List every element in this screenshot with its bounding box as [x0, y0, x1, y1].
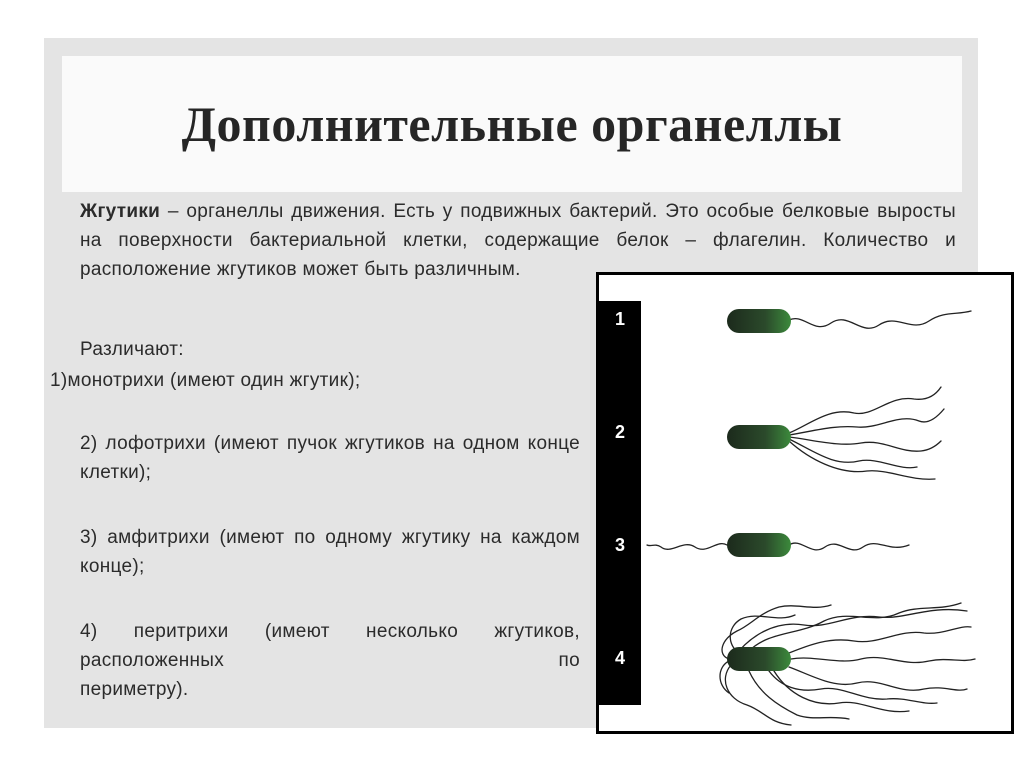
flagella-figure [596, 272, 1014, 734]
type-lophotrichous: 2) лофотрихи (имеют пучок жгутиков на одном конце клетки); [80, 433, 580, 483]
flagellum-lopho-1 [789, 387, 941, 433]
type-peritrichous-line1: 4) перитрихи (имеют несколько жгутиков, расположенных по [80, 621, 580, 671]
type-amphitrichous: 3) амфитрихи (имеют по одному жгутику на каждом конце); [80, 527, 580, 577]
flagellum-peri-2 [749, 603, 961, 651]
slide-title: Дополнительные органеллы [181, 96, 843, 152]
type-monotrichous: 1)монотрихи (имеют один жгутик); [50, 370, 361, 391]
flagellum-lopho-4 [789, 439, 917, 468]
intro-text: – органеллы движения. Есть у подвижных бактерий. Это особые белковые выросты на поверхности бактериальной клетки, содержащие белок – флагелин. Количество и расположение жгутиков может быть различным. [80, 201, 956, 280]
flagellum-peri-8 [725, 665, 791, 725]
intro-term: Жгутики [80, 201, 161, 222]
flagellum-peri-5 [789, 667, 967, 690]
intro-paragraph [80, 197, 956, 284]
figure-label-3: 3 [614, 535, 625, 555]
distinguish-label: Различают: [80, 339, 184, 360]
flagellum-peri-12 [769, 671, 937, 703]
flagellum-peri-4 [791, 657, 975, 662]
flagellum-lopho-3 [789, 437, 941, 451]
type-peritrichous-line2: периметру). [80, 679, 189, 700]
flagellum-amphi-left [647, 544, 727, 550]
type-peritrichous [80, 617, 580, 704]
figure-label-1: 1 [614, 309, 625, 329]
bacteria-illustration [599, 275, 1011, 731]
bacterium-cell-2 [727, 425, 791, 449]
bacterium-cell-3 [727, 533, 791, 557]
bacterium-cell-4 [727, 647, 791, 671]
bacterium-cell-1 [727, 309, 791, 333]
flagellum-peri-3 [789, 627, 971, 653]
title-box [62, 56, 962, 192]
figure-label-2: 2 [614, 422, 625, 442]
flagellum-amphi-right [789, 543, 909, 550]
figure-label-4: 4 [614, 648, 625, 668]
flagellum-mono [789, 311, 971, 328]
flagellum-peri-6 [774, 671, 909, 712]
